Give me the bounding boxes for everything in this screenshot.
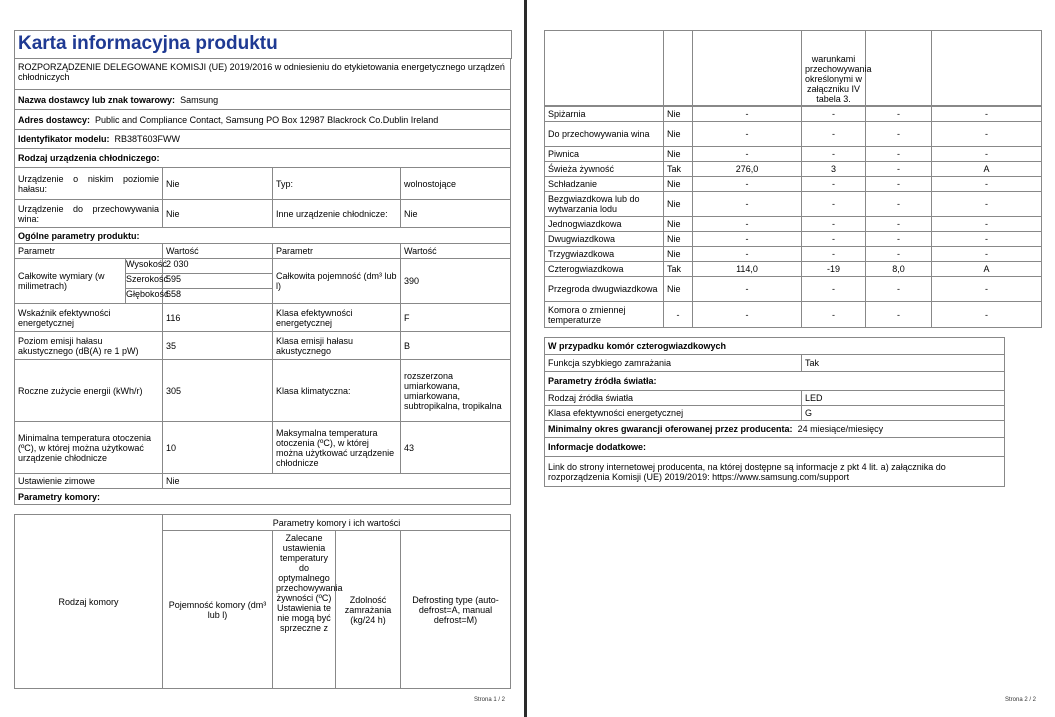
- warranty-row: [545, 421, 1005, 438]
- compartment-defrost-type: -: [932, 217, 1042, 232]
- compartment-volume: -: [693, 277, 802, 302]
- compartment-temperature: -: [802, 302, 866, 328]
- compartment-row: [545, 302, 1042, 328]
- compartment-temperature: 3: [802, 162, 866, 177]
- compartment-present: Tak: [664, 162, 693, 177]
- dimensions-sub-labels: [126, 259, 169, 304]
- compartment-name: Dwugwiazdkowa: [545, 232, 664, 247]
- compartment-defrost-type: A: [932, 162, 1042, 177]
- compartment-name: Piwnica: [545, 147, 664, 162]
- compartment-name: Spiżarnia: [545, 107, 664, 122]
- winter-setting-value: Nie: [163, 474, 511, 489]
- compartment-temperature: -: [802, 107, 866, 122]
- supplier-label: Nazwa dostawcy lub znak towarowy:: [18, 94, 176, 105]
- additional-info-heading: Informacje dodatkowe:: [545, 438, 1005, 457]
- light-type-value: LED: [802, 391, 1005, 406]
- compartment-freezing-capacity: 8,0: [866, 262, 932, 277]
- total-volume-label: Całkowita pojemność (dm³ lub l): [273, 259, 401, 304]
- supplier-value: Samsung: [180, 94, 219, 105]
- compartment-rows: [545, 107, 1042, 328]
- compartment-volume: -: [693, 177, 802, 192]
- compartment-freezing-capacity: -: [866, 302, 932, 328]
- compartment-freezing-capacity: -: [866, 122, 932, 147]
- compartment-name: Przegroda dwugwiazdkowa: [545, 277, 664, 302]
- compartment-defrost-type: -: [932, 302, 1042, 328]
- width-label: Szerokość: [126, 274, 162, 289]
- value-header-2: Wartość: [401, 244, 511, 259]
- compartment-row: [545, 247, 1042, 262]
- compartment-temperature: -: [802, 192, 866, 217]
- compartment-name: Czterogwiazdkowa: [545, 262, 664, 277]
- eei-value: 116: [163, 304, 273, 332]
- compartment-temperature: -: [802, 277, 866, 302]
- header-cont-present: [664, 31, 693, 106]
- compartment-present: Nie: [664, 177, 693, 192]
- compartment-rows-table: [544, 106, 1042, 328]
- compartment-volume: -: [693, 247, 802, 262]
- compartment-row: [545, 162, 1042, 177]
- winter-setting-label: Ustawienie zimowe: [15, 474, 163, 489]
- light-class-value: G: [802, 406, 1005, 421]
- compartment-defrost-type: -: [932, 277, 1042, 302]
- compartment-group-header: Parametry komory i ich wartości: [163, 515, 511, 531]
- compartment-freezing-capacity: -: [866, 177, 932, 192]
- compartment-volume: -: [693, 217, 802, 232]
- compartment-freezing-capacity: -: [866, 147, 932, 162]
- defrosting-type-header: Defrosting type (auto-defrost=A, manual defrost=M): [401, 531, 511, 689]
- header-cont-type: [545, 31, 664, 106]
- freezing-capacity-header: Zdolność zamrażania (kg/24 h): [336, 531, 401, 689]
- compartment-present: Tak: [664, 262, 693, 277]
- noise-emission-value: 35: [163, 332, 273, 360]
- page-1-footer: Strona 1 / 2: [474, 697, 506, 703]
- fast-freeze-value: Tak: [802, 355, 1005, 372]
- header-temp-continuation: warunkami przechowywania określonymi w załączniku IV tabela 3.: [802, 31, 866, 106]
- document-title-box: [14, 30, 512, 59]
- compartment-temperature: -: [802, 177, 866, 192]
- compartment-params-heading: Parametry komory:: [15, 489, 511, 505]
- compartment-row: [545, 122, 1042, 147]
- low-noise-label: Urządzenie o niskim poziomie hałasu:: [15, 168, 163, 200]
- compartment-row: [545, 232, 1042, 247]
- annual-energy-label: Roczne zużycie energii (kWh/r): [15, 360, 163, 422]
- page-2-footer: Strona 2 / 2: [1005, 697, 1037, 703]
- param-header-2: Parametr: [273, 244, 401, 259]
- compartment-freezing-capacity: -: [866, 162, 932, 177]
- compartment-volume: -: [693, 192, 802, 217]
- compartment-present: Nie: [664, 217, 693, 232]
- compartment-row: [545, 147, 1042, 162]
- address-label: Adres dostawcy:: [18, 114, 91, 125]
- other-appliance-value: Nie: [401, 200, 511, 228]
- compartment-defrost-type: -: [932, 192, 1042, 217]
- dimensions-label: Całkowite wymiary (w milimetrach): [15, 259, 126, 304]
- model-row: [15, 130, 511, 149]
- compartment-name: Schładzanie: [545, 177, 664, 192]
- address-value: Public and Compliance Contact, Samsung PO Box 12987 Blackrock Co.Dublin Ireland: [95, 114, 439, 125]
- model-label: Identyfikator modelu:: [18, 134, 110, 144]
- light-source-heading: Parametry źródła światła:: [545, 372, 1005, 391]
- height-value: 2 030: [163, 259, 272, 274]
- header-cont-defrost: [932, 31, 1042, 106]
- compartment-row: [545, 277, 1042, 302]
- compartment-present: Nie: [664, 277, 693, 302]
- climate-class-value: rozszerzona umiarkowana, umiarkowana, subtropikalna, tropikalna: [401, 360, 511, 422]
- appliance-type-heading: Rodzaj urządzenia chłodniczego:: [15, 149, 511, 168]
- total-volume-value: 390: [401, 259, 511, 304]
- four-star-heading: W przypadku komór czterogwiazdkowych: [545, 338, 1005, 355]
- extra-params-table: [544, 337, 1005, 487]
- general-params-table: [14, 167, 511, 505]
- compartment-name: Bezgwiazdkowa lub do wytwarzania lodu: [545, 192, 664, 217]
- supplier-row: [15, 90, 511, 110]
- compartment-present: Nie: [664, 147, 693, 162]
- width-value: 595: [163, 274, 272, 289]
- document-title: Karta informacyjna produktu: [18, 33, 278, 54]
- compartment-row: [545, 107, 1042, 122]
- compartment-present: Nie: [664, 107, 693, 122]
- depth-label: Głębokość: [126, 289, 169, 299]
- noise-class-label: Klasa emisji hałasu akustycznego: [273, 332, 401, 360]
- compartment-present: Nie: [664, 122, 693, 147]
- compartment-present: Nie: [664, 232, 693, 247]
- compartment-temperature: -: [802, 147, 866, 162]
- depth-value: 658: [166, 289, 182, 299]
- compartment-temperature: -: [802, 247, 866, 262]
- max-ambient-temp-value: 43: [401, 422, 511, 474]
- compartment-freezing-capacity: -: [866, 247, 932, 262]
- light-type-label: Rodzaj źródła światła: [545, 391, 802, 406]
- compartment-volume: -: [693, 122, 802, 147]
- compartment-present: Nie: [664, 247, 693, 262]
- compartment-volume-header: Pojemność komory (dm³ lub l): [163, 531, 273, 689]
- noise-class-value: B: [401, 332, 511, 360]
- min-ambient-temp-label: Minimalna temperatura otoczenia (ºC), w której można użytkować urządzenie chłodnicze: [15, 422, 163, 474]
- compartment-header-table: [14, 514, 511, 689]
- compartment-name: Komora o zmiennej temperaturze: [545, 302, 664, 328]
- compartment-defrost-type: -: [932, 232, 1042, 247]
- header-cont-freeze: [866, 31, 932, 106]
- compartment-name: Świeża żywność: [545, 162, 664, 177]
- compartment-name: Trzygwiazdkowa: [545, 247, 664, 262]
- compartment-volume: -: [693, 147, 802, 162]
- min-ambient-temp-value: 10: [163, 422, 273, 474]
- general-params-heading: Ogólne parametry produktu:: [15, 228, 511, 244]
- compartment-freezing-capacity: -: [866, 107, 932, 122]
- compartment-name: Jednogwiazdkowa: [545, 217, 664, 232]
- compartment-present: -: [664, 302, 693, 328]
- warranty-label: Minimalny okres gwarancji oferowanej przez producenta:: [548, 424, 793, 434]
- compartment-values-table: [544, 30, 1042, 106]
- eei-label: Wskaźnik efektywności energetycznej: [15, 304, 163, 332]
- compartment-present: Nie: [664, 192, 693, 217]
- dimensions-values: [163, 259, 273, 304]
- energy-class-label: Klasa efektywności energetycznej: [273, 304, 401, 332]
- compartment-defrost-type: -: [932, 247, 1042, 262]
- other-appliance-label: Inne urządzenie chłodnicze:: [273, 200, 401, 228]
- warranty-value: 24 miesiące/miesięcy: [797, 424, 884, 434]
- value-header: Wartość: [163, 244, 273, 259]
- compartment-temperature: -: [802, 122, 866, 147]
- header-cont-volume: [693, 31, 802, 106]
- climate-class-label: Klasa klimatyczna:: [273, 360, 401, 422]
- compartment-defrost-type: -: [932, 107, 1042, 122]
- regulation-text: ROZPORZĄDZENIE DELEGOWANE KOMISJI (UE) 2019/2016 w odniesieniu do etykietowania energetycznego urządzeń chłodniczych: [15, 59, 511, 90]
- noise-emission-label: Poziom emisji hałasu akustycznego (dB(A) re 1 pW): [15, 332, 163, 360]
- compartment-name: Do przechowywania wina: [545, 122, 664, 147]
- compartment-defrost-type: -: [932, 177, 1042, 192]
- param-header: Parametr: [15, 244, 163, 259]
- energy-class-value: F: [401, 304, 511, 332]
- compartment-freezing-capacity: -: [866, 232, 932, 247]
- compartment-volume: -: [693, 107, 802, 122]
- low-noise-value: Nie: [163, 168, 273, 200]
- compartment-freezing-capacity: -: [866, 217, 932, 232]
- model-value: RB38T603FWW: [114, 134, 181, 144]
- additional-info-text: Link do strony internetowej producenta, na której dostępne są informacje z pkt 4 lit. a) załącznika do rozporządzenia Komisji (UE) 2019/2019: https://www.samsung.com/support: [545, 457, 1005, 487]
- compartment-freezing-capacity: -: [866, 277, 932, 302]
- supplier-info-table: [14, 58, 511, 168]
- compartment-row: [545, 177, 1042, 192]
- compartment-defrost-type: -: [932, 122, 1042, 147]
- max-ambient-temp-label: Maksymalna temperatura otoczenia (ºC), w której można użytkować urządzenie chłodnicze: [273, 422, 401, 474]
- page-2: [527, 0, 1055, 717]
- light-class-label: Klasa efektywności energetycznej: [545, 406, 802, 421]
- wine-appliance-value: Nie: [163, 200, 273, 228]
- compartment-volume: 276,0: [693, 162, 802, 177]
- compartment-row: [545, 217, 1042, 232]
- fast-freeze-label: Funkcja szybkiego zamrażania: [545, 355, 802, 372]
- type-value: wolnostojące: [401, 168, 511, 200]
- compartment-volume: -: [693, 232, 802, 247]
- compartment-temperature: -19: [802, 262, 866, 277]
- compartment-temp-header: Zalecane ustawienia temperatury do optymalnego przechowywania żywności (ºC) Ustawienia te nie mogą być sprzeczne z: [273, 531, 336, 689]
- compartment-volume: 114,0: [693, 262, 802, 277]
- compartment-volume: -: [693, 302, 802, 328]
- compartment-temperature: -: [802, 217, 866, 232]
- compartment-type-header: Rodzaj komory: [15, 515, 163, 689]
- height-label: Wysokość: [126, 259, 162, 274]
- compartment-defrost-type: -: [932, 147, 1042, 162]
- compartment-temperature: -: [802, 232, 866, 247]
- type-label: Typ:: [273, 168, 401, 200]
- compartment-freezing-capacity: -: [866, 192, 932, 217]
- annual-energy-value: 305: [163, 360, 273, 422]
- wine-appliance-label: Urządzenie do przechowywania wina:: [15, 200, 163, 228]
- compartment-row: [545, 192, 1042, 217]
- compartment-row: [545, 262, 1042, 277]
- compartment-defrost-type: A: [932, 262, 1042, 277]
- address-row: [15, 110, 511, 130]
- page-1: [0, 0, 525, 717]
